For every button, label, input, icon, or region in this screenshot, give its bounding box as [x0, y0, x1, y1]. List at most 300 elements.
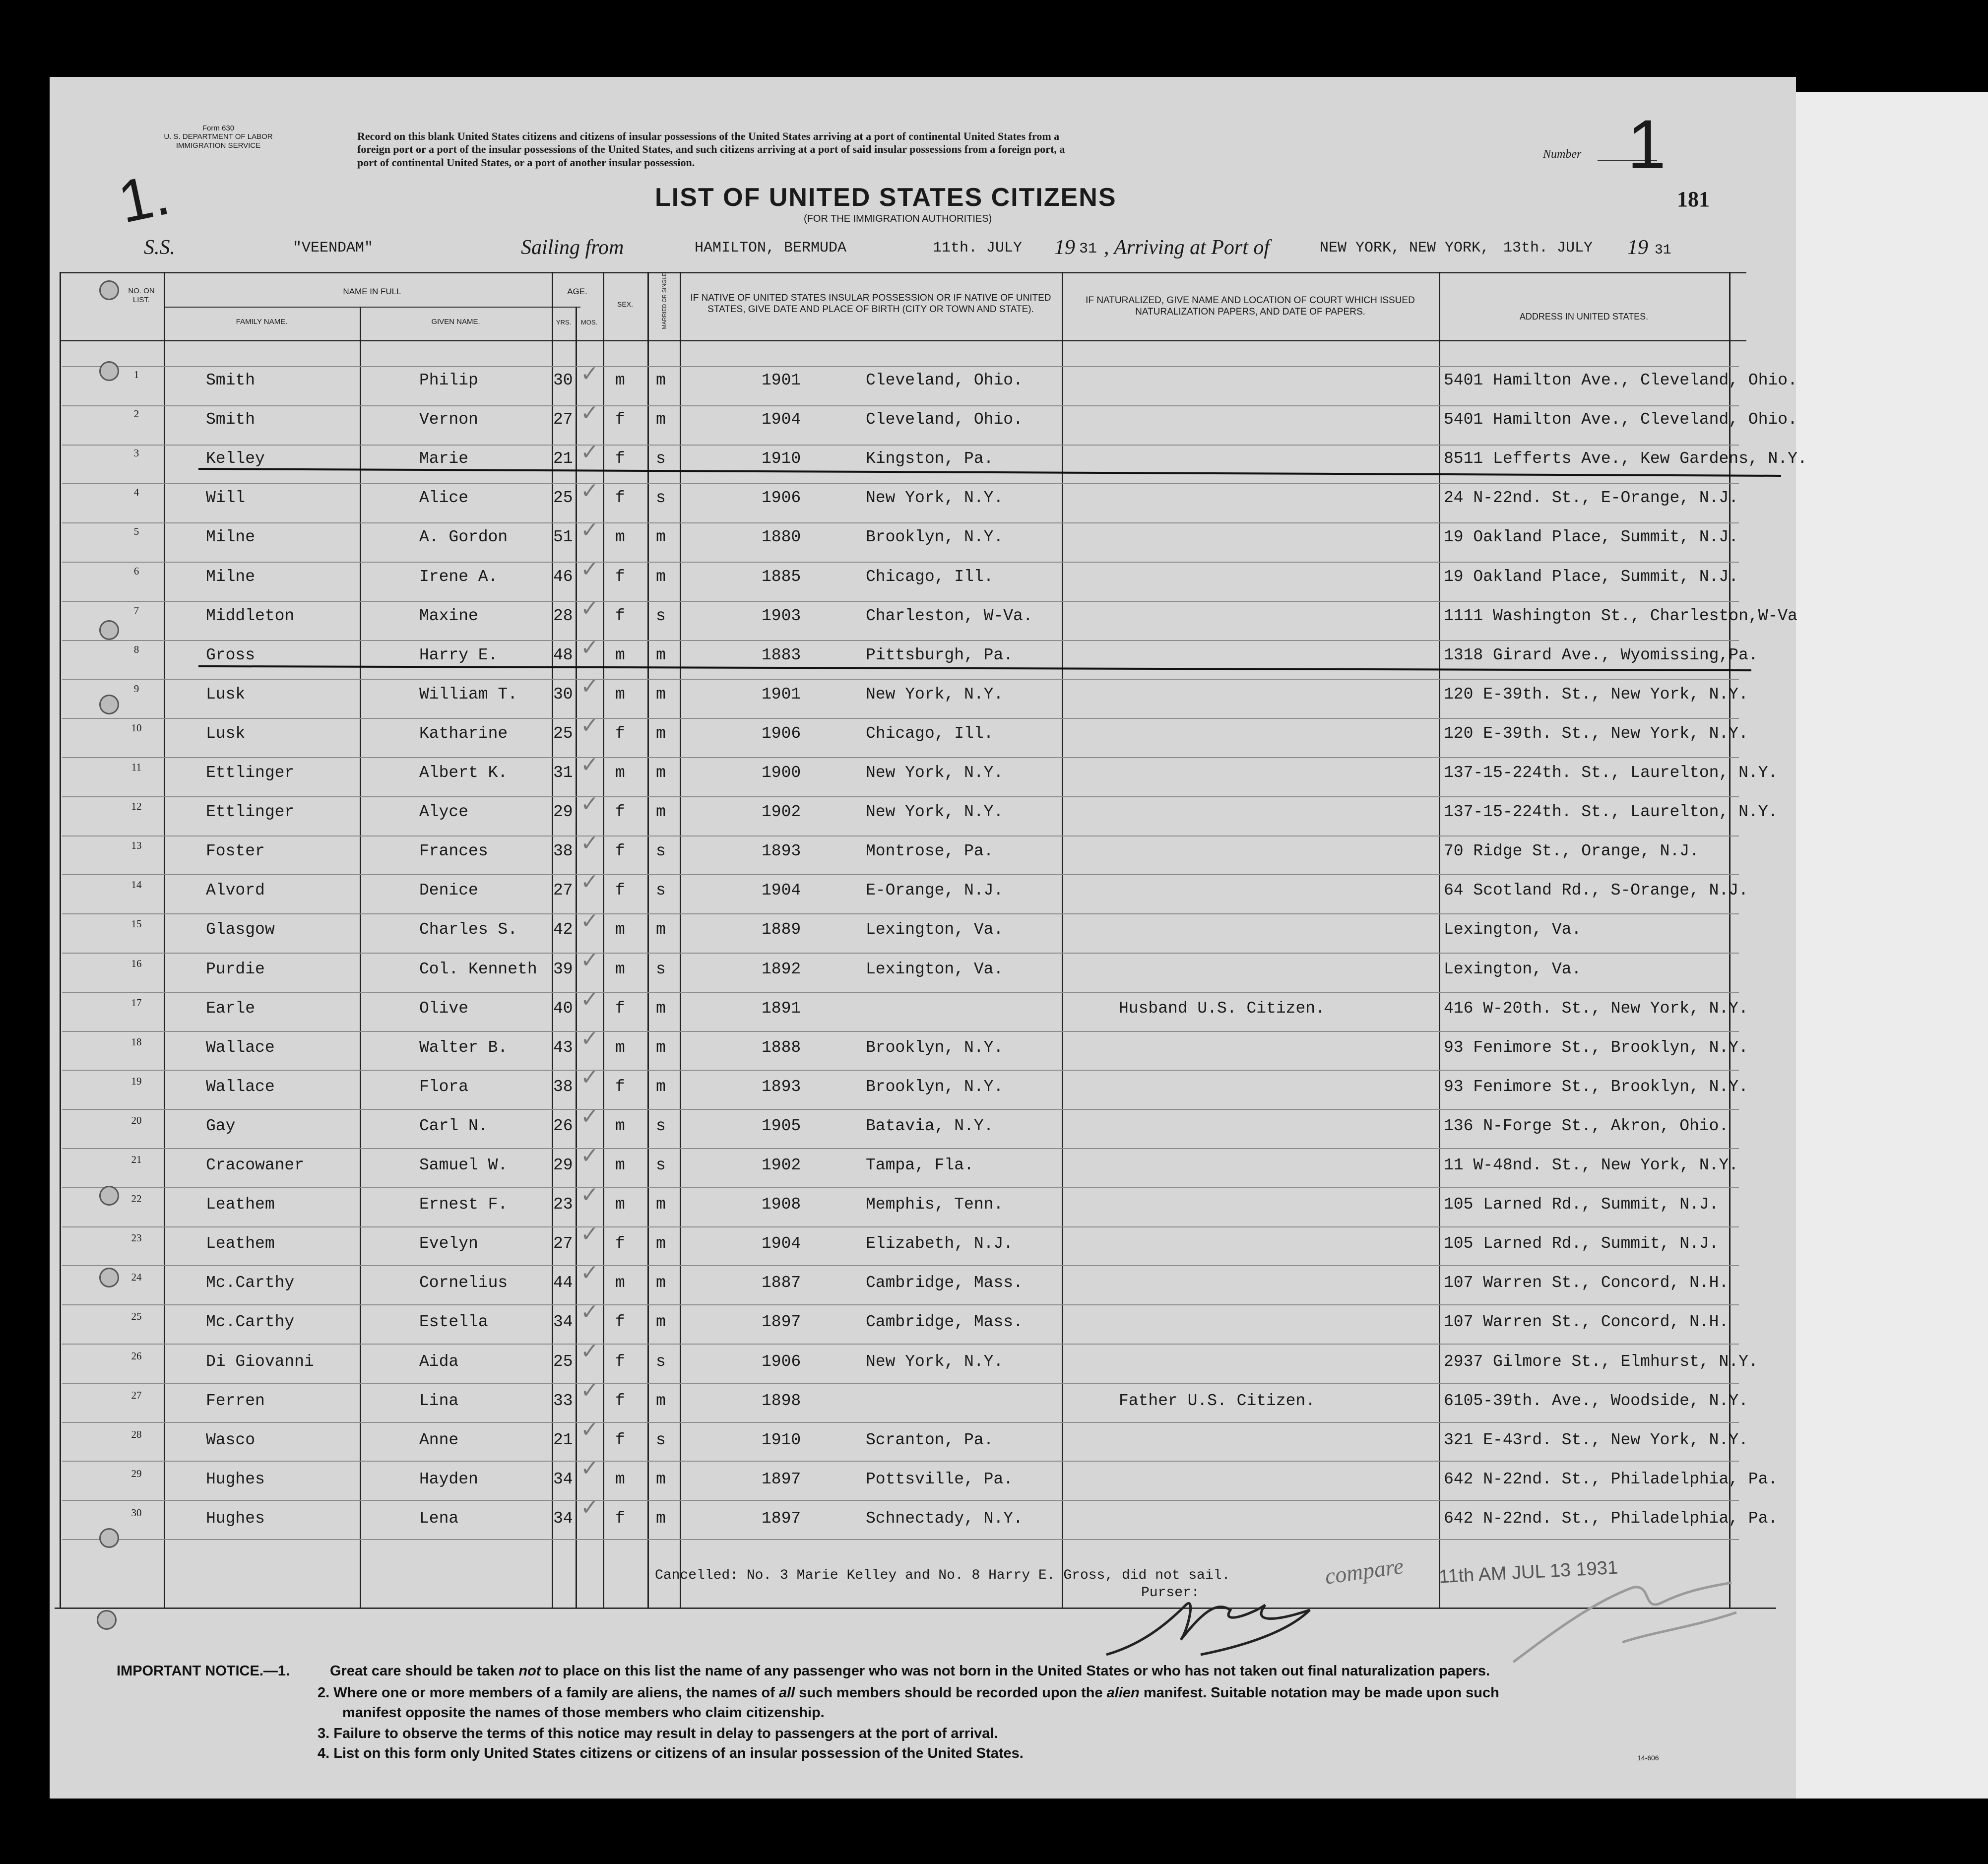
- cell-sex: f: [615, 724, 625, 743]
- cell-address: 1111 Washington St., Charleston,W-Va: [1444, 606, 1797, 625]
- row-ruling: [62, 1031, 1739, 1032]
- ship-name: "VEENDAM": [293, 240, 374, 257]
- cell-place: Cleveland, Ohio.: [866, 371, 1023, 389]
- row-ruling: [62, 522, 1739, 523]
- cell-given: Albert K.: [419, 764, 508, 782]
- cell-sex: m: [615, 371, 625, 389]
- row-ruling: [62, 1070, 1739, 1071]
- inspector-signature: [1503, 1573, 1761, 1672]
- notice-item-3-number: 3.: [318, 1726, 330, 1741]
- voyage-line: [144, 236, 1756, 265]
- cell-no: 19: [131, 1075, 142, 1087]
- cell-place: Kingston, Pa.: [866, 450, 994, 468]
- cell-given: Marie: [419, 450, 469, 468]
- cell-year: 1883: [762, 645, 801, 664]
- cell-ms: m: [656, 724, 666, 743]
- punch-hole: [99, 280, 119, 300]
- header-birth: IF NATIVE OF UNITED STATES INSULAR POSSESSION OR IF NATIVE OF UNITED STATES, GIVE DATE AND PLACE OF BIRTH (CITY OR TOWN AND STATE).: [690, 293, 1051, 315]
- cell-ms: m: [656, 1234, 666, 1253]
- cell-address: 70 Ridge St., Orange, N.J.: [1444, 842, 1699, 861]
- cell-no: 30: [131, 1506, 142, 1519]
- row-ruling: [62, 757, 1739, 758]
- row-ruling: [62, 874, 1739, 875]
- cell-family: Earle: [206, 999, 256, 1018]
- department-name: U. S. DEPARTMENT OF LABOR: [164, 132, 273, 141]
- cell-age: 26: [553, 1116, 573, 1135]
- cell-year: 1908: [762, 1195, 801, 1214]
- cell-address: 107 Warren St., Concord, N.H.: [1444, 1313, 1729, 1332]
- notice-item-4-text: List on this form only United States citizens or citizens of an insular possession of the United States.: [333, 1745, 1024, 1761]
- cell-sex: f: [615, 842, 625, 861]
- cell-family: Ferren: [206, 1391, 265, 1410]
- notice-item-1-number: —1.: [263, 1663, 290, 1679]
- row-ruling: [62, 796, 1739, 797]
- cell-no: 7: [133, 604, 139, 616]
- cell-address: 2937 Gilmore St., Elmhurst, N.Y.: [1444, 1352, 1758, 1371]
- notice-item-1: [330, 1663, 1490, 1679]
- cell-address: 416 W-20th. St., New York, N.Y.: [1444, 999, 1748, 1018]
- form-id: [144, 124, 293, 150]
- cell-place: E-Orange, N.J.: [866, 881, 1004, 900]
- cell-no: 17: [131, 996, 142, 1009]
- cell-ms: m: [656, 371, 666, 389]
- cell-age: 25: [553, 1352, 573, 1371]
- arrival-port: NEW YORK, NEW YORK,: [1320, 240, 1490, 257]
- notice-item-1-not: not: [518, 1663, 541, 1679]
- notice-item-2: [318, 1685, 1499, 1701]
- cell-sex: m: [615, 528, 625, 547]
- cell-given: Harry E.: [419, 645, 498, 664]
- number-label: Number: [1543, 148, 1582, 161]
- cell-age: 21: [553, 1430, 573, 1449]
- cell-no: 23: [131, 1232, 142, 1244]
- cell-year: 1906: [762, 724, 801, 743]
- cell-no: 22: [131, 1193, 142, 1205]
- cell-age: 27: [553, 881, 573, 900]
- cell-age: 34: [553, 1470, 573, 1488]
- cell-address: 137-15-224th. St., Laurelton, N.Y.: [1444, 764, 1778, 782]
- table-top-border: [60, 272, 1746, 273]
- cell-address: 642 N-22nd. St., Philadelphia, Pa.: [1444, 1470, 1778, 1488]
- punch-hole: [99, 620, 119, 640]
- notice-item-3-text: Failure to observe the terms of this notice may result in delay to passengers at the port of arrival.: [333, 1726, 998, 1741]
- cell-age: 34: [553, 1509, 573, 1528]
- header-no: NO. ON LIST.: [128, 287, 155, 304]
- cell-place: New York, N.Y.: [866, 764, 1004, 782]
- cell-sex: f: [615, 567, 625, 586]
- service-name: IMMIGRATION SERVICE: [176, 141, 261, 150]
- cell-no: 28: [131, 1428, 142, 1440]
- arriving-label: , Arriving at Port of: [1104, 236, 1270, 259]
- cell-family: Purdie: [206, 960, 265, 978]
- check-mark-icon: ✓: [580, 1065, 599, 1090]
- cell-age: 29: [553, 1156, 573, 1174]
- cell-ms: m: [656, 1077, 666, 1096]
- cell-ms: m: [656, 764, 666, 782]
- cell-ms: s: [656, 606, 666, 625]
- cell-given: Irene A.: [419, 567, 498, 586]
- check-mark-icon: ✓: [580, 1495, 599, 1520]
- notice-item-4-number: 4.: [318, 1745, 330, 1761]
- cell-age: 29: [553, 803, 573, 822]
- col-border-9: [1439, 272, 1440, 1607]
- row-ruling: [62, 992, 1739, 993]
- cell-age: 42: [553, 920, 573, 939]
- notice-item-2-all: all: [778, 1685, 795, 1701]
- cell-age: 40: [553, 999, 573, 1018]
- cell-sex: m: [615, 1156, 625, 1174]
- cell-year: 1902: [762, 1156, 801, 1174]
- right-margin-strip: [1796, 92, 1988, 1799]
- cell-sex: f: [615, 881, 625, 900]
- form-number: Form 630: [202, 124, 235, 132]
- cell-age: 27: [553, 410, 573, 429]
- cell-sex: f: [615, 1391, 625, 1410]
- cell-no: 25: [131, 1310, 142, 1323]
- sailing-from-port: HAMILTON, BERMUDA: [695, 240, 847, 257]
- cell-sex: f: [615, 489, 625, 508]
- punch-hole: [99, 1186, 119, 1206]
- page-title: LIST OF UNITED STATES CITIZENS: [655, 183, 1117, 212]
- cell-address: 11 W-48nd. St., New York, N.Y.: [1444, 1156, 1739, 1174]
- cell-address: 120 E-39th. St., New York, N.Y.: [1444, 724, 1748, 743]
- row-ruling: [62, 1304, 1739, 1305]
- cancelled-note: Cancelled: No. 3 Marie Kelley and No. 8 Harry E. Gross, did not sail.: [655, 1568, 1230, 1583]
- cell-ms: m: [656, 1038, 666, 1057]
- compare-note: compare: [1323, 1553, 1406, 1589]
- cell-year: 1901: [762, 371, 801, 389]
- cell-sex: m: [615, 1116, 625, 1135]
- cell-family: Lusk: [206, 724, 246, 743]
- check-mark-icon: ✓: [580, 791, 599, 816]
- cell-no: 14: [131, 879, 142, 891]
- cell-family: Glasgow: [206, 920, 275, 939]
- cell-year: 1880: [762, 528, 801, 547]
- cell-sex: m: [615, 960, 625, 978]
- row-ruling: [62, 445, 1739, 446]
- cell-family: Lusk: [206, 685, 246, 704]
- cell-given: Cornelius: [419, 1274, 508, 1292]
- cell-age: 48: [553, 645, 573, 664]
- row-ruling: [62, 1539, 1739, 1540]
- cell-address: 321 E-43rd. St., New York, N.Y.: [1444, 1430, 1748, 1449]
- cell-year: 1910: [762, 450, 801, 468]
- cell-ms: s: [656, 1352, 666, 1371]
- cell-year: 1888: [762, 1038, 801, 1057]
- cell-sex: f: [615, 1234, 625, 1253]
- cell-address: 19 Oakland Place, Summit, N.J.: [1444, 528, 1739, 547]
- departure-year-prefix: 19: [1054, 236, 1075, 259]
- notice-item-2-alien: alien: [1106, 1685, 1140, 1701]
- cell-age: 30: [553, 685, 573, 704]
- cell-address: 642 N-22nd. St., Philadelphia, Pa.: [1444, 1509, 1778, 1528]
- cell-ms: s: [656, 1116, 666, 1135]
- cell-address: 137-15-224th. St., Laurelton, N.Y.: [1444, 803, 1778, 822]
- cell-year: 1903: [762, 606, 801, 625]
- page-subtitle: (FOR THE IMMIGRATION AUTHORITIES): [804, 213, 992, 224]
- cell-place: Charleston, W-Va.: [866, 606, 1033, 625]
- row-ruling: [62, 679, 1739, 680]
- cell-family: Leathem: [206, 1234, 275, 1253]
- cell-year: 1897: [762, 1470, 801, 1488]
- cell-no: 3: [133, 447, 139, 459]
- cell-given: Carl N.: [419, 1116, 488, 1135]
- cell-address: 107 Warren St., Concord, N.H.: [1444, 1274, 1729, 1292]
- cell-given: Flora: [419, 1077, 469, 1096]
- row-ruling: [62, 913, 1739, 914]
- notice-item-2-continued: manifest opposite the names of those members who claim citizenship.: [342, 1705, 825, 1721]
- purser-signature: [1101, 1585, 1349, 1665]
- row-ruling: [62, 562, 1739, 563]
- cell-year: 1904: [762, 1234, 801, 1253]
- cell-ms: m: [656, 685, 666, 704]
- notice-heading: [117, 1663, 290, 1679]
- cell-age: 30: [553, 371, 573, 389]
- cell-address: 5401 Hamilton Ave., Cleveland, Ohio.: [1444, 371, 1797, 389]
- row-ruling: [62, 1422, 1739, 1423]
- check-mark-icon: ✓: [580, 518, 599, 543]
- cell-family: Wallace: [206, 1077, 275, 1096]
- cell-family: Will: [206, 489, 246, 508]
- cell-no: 29: [131, 1467, 142, 1479]
- cell-sex: f: [615, 803, 625, 822]
- notice-item-2-number: 2.: [318, 1685, 330, 1701]
- cell-given: William T.: [419, 685, 518, 704]
- cell-address: 93 Fenimore St., Brooklyn, N.Y.: [1444, 1077, 1748, 1096]
- cell-place: Chicago, Ill.: [866, 724, 994, 743]
- notice-item-1-b: to place on this list the name of any passenger who was not born in the United States or who has not taken out final naturalization papers.: [545, 1663, 1490, 1679]
- check-mark-icon: ✓: [580, 1378, 599, 1403]
- cell-address: Lexington, Va.: [1444, 960, 1582, 978]
- cell-given: Col. Kenneth: [419, 960, 537, 978]
- arrival-year-suffix: 31: [1655, 243, 1671, 258]
- cell-ms: m: [656, 999, 666, 1018]
- row-ruling: [62, 483, 1739, 484]
- header-age: AGE.: [567, 287, 587, 296]
- cell-given: Denice: [419, 881, 478, 900]
- cell-address: 64 Scotland Rd., S-Orange, N.J.: [1444, 881, 1748, 900]
- form-code: 14-606: [1637, 1754, 1659, 1762]
- cell-given: Vernon: [419, 410, 478, 429]
- cell-ms: s: [656, 450, 666, 468]
- cell-family: Leathem: [206, 1195, 275, 1214]
- row-ruling: [62, 718, 1739, 719]
- cell-sex: f: [615, 606, 625, 625]
- cell-no: 4: [133, 486, 139, 499]
- cell-place: Scranton, Pa.: [866, 1430, 994, 1449]
- check-mark-icon: ✓: [580, 362, 599, 386]
- cell-ms: m: [656, 1195, 666, 1214]
- arrival-date: 13th. JULY: [1503, 240, 1593, 257]
- row-ruling: [62, 601, 1739, 602]
- cell-year: 1893: [762, 842, 801, 861]
- cell-given: Alyce: [419, 803, 469, 822]
- check-mark-icon: ✓: [580, 557, 599, 581]
- cell-year: 1901: [762, 685, 801, 704]
- notice-item-2-b: such members should be recorded upon the: [799, 1685, 1103, 1701]
- cell-sex: f: [615, 1077, 625, 1096]
- check-mark-icon: ✓: [580, 1221, 599, 1246]
- row-ruling: [62, 1383, 1739, 1384]
- check-mark-icon: ✓: [580, 1182, 599, 1207]
- cell-family: Mc.Carthy: [206, 1274, 295, 1292]
- cell-family: Foster: [206, 842, 265, 861]
- cell-family: Milne: [206, 567, 256, 586]
- cell-family: Gay: [206, 1116, 236, 1135]
- cell-age: 25: [553, 489, 573, 508]
- cell-address: Lexington, Va.: [1444, 920, 1582, 939]
- col-border-1: [164, 272, 165, 1607]
- cell-place: Pottsville, Pa.: [866, 1470, 1014, 1488]
- cell-ms: m: [656, 920, 666, 939]
- cell-no: 21: [131, 1154, 142, 1165]
- row-ruling: [62, 640, 1739, 641]
- table-header-border: [60, 340, 1746, 341]
- name-subheader-line: [164, 307, 580, 308]
- row-ruling: [62, 1226, 1739, 1227]
- check-mark-icon: ✓: [580, 400, 599, 425]
- cell-given: A. Gordon: [419, 528, 508, 547]
- cell-age: 34: [553, 1313, 573, 1332]
- cell-address: 24 N-22nd. St., E-Orange, N.J.: [1444, 489, 1739, 508]
- col-border-left: [60, 272, 61, 1607]
- cell-place: Brooklyn, N.Y.: [866, 528, 1004, 547]
- cell-family: Hughes: [206, 1509, 265, 1528]
- punch-hole: [99, 695, 119, 714]
- notice-heading-text: IMPORTANT NOTICE.: [117, 1663, 263, 1679]
- cell-family: Middleton: [206, 606, 295, 625]
- cell-age: 25: [553, 724, 573, 743]
- check-mark-icon: ✓: [580, 1104, 599, 1129]
- cell-no: 20: [131, 1114, 142, 1126]
- cell-ms: m: [656, 567, 666, 586]
- cell-given: Lena: [419, 1509, 459, 1528]
- cell-place: Lexington, Va.: [866, 960, 1004, 978]
- cell-family: Di Giovanni: [206, 1352, 314, 1371]
- cell-place: Pittsburgh, Pa.: [866, 645, 1014, 664]
- cell-age: 28: [553, 606, 573, 625]
- instructions: [357, 130, 1488, 169]
- row-ruling: [62, 1344, 1739, 1345]
- notice-item-3: [318, 1726, 998, 1742]
- cell-no: 10: [131, 721, 142, 734]
- check-mark-icon: ✓: [580, 1417, 599, 1442]
- cell-no: 12: [131, 800, 142, 813]
- cell-given: Maxine: [419, 606, 478, 625]
- check-mark-icon: ✓: [580, 870, 599, 895]
- cell-ms: m: [656, 1391, 666, 1410]
- cell-family: Hughes: [206, 1470, 265, 1488]
- cell-place: Chicago, Ill.: [866, 567, 994, 586]
- cell-year: 1889: [762, 920, 801, 939]
- instructions-line-2: foreign port or a port of the insular possessions of the United States, and such citizens arriving at a port of said insular possessions from a foreign port, a: [357, 143, 1065, 156]
- number-value: 1: [1627, 105, 1666, 183]
- cell-ms: m: [656, 803, 666, 822]
- cell-given: Olive: [419, 999, 469, 1018]
- stamp-date: JUL 13 1931: [1511, 1557, 1619, 1584]
- instructions-line-3: port of continental United States, or a port of another insular possession.: [357, 156, 695, 169]
- check-mark-icon: ✓: [580, 1261, 599, 1286]
- col-border-2: [360, 307, 361, 1607]
- check-mark-icon: ✓: [580, 674, 599, 699]
- cell-no: 27: [131, 1389, 142, 1401]
- cell-sex: m: [615, 1038, 625, 1057]
- cell-year: 1904: [762, 410, 801, 429]
- cell-given: Evelyn: [419, 1234, 478, 1253]
- cell-age: 44: [553, 1274, 573, 1292]
- cell-age: 27: [553, 1234, 573, 1253]
- instructions-line-1: Record on this blank United States citizens and citizens of insular possessions of the United States arriving at a port of continental United States from a: [357, 130, 1060, 142]
- cell-sex: m: [615, 920, 625, 939]
- cell-family: Milne: [206, 528, 256, 547]
- cell-no: 5: [133, 525, 139, 538]
- row-ruling: [62, 1500, 1739, 1501]
- notice-item-4: [318, 1745, 1024, 1762]
- col-border-4: [576, 307, 577, 1607]
- cell-year: 1900: [762, 764, 801, 782]
- row-ruling: [62, 1148, 1739, 1149]
- purser-label: Purser:: [1141, 1585, 1200, 1601]
- cell-family: Kelley: [206, 450, 265, 468]
- punch-hole: [97, 1610, 117, 1630]
- cell-no: 15: [131, 918, 142, 930]
- cell-age: 31: [553, 764, 573, 782]
- check-mark-icon: ✓: [580, 753, 599, 777]
- cell-place: New York, N.Y.: [866, 1352, 1004, 1371]
- col-border-6: [647, 272, 649, 1607]
- punch-hole: [99, 1528, 119, 1548]
- corner-mark: 1.: [113, 160, 175, 236]
- cell-age: 33: [553, 1391, 573, 1410]
- cell-address: 6105-39th. Ave., Woodside, N.Y.: [1444, 1391, 1748, 1410]
- cell-year: 1885: [762, 567, 801, 586]
- row-ruling: [62, 405, 1739, 406]
- cell-nat: Husband U.S. Citizen.: [1119, 999, 1325, 1018]
- cell-no: 1: [133, 369, 139, 381]
- cell-no: 11: [131, 761, 142, 773]
- cell-given: Charles S.: [419, 920, 518, 939]
- cell-ms: m: [656, 410, 666, 429]
- check-mark-icon: ✓: [580, 909, 599, 934]
- cell-no: 8: [133, 643, 139, 655]
- check-mark-icon: ✓: [580, 1026, 599, 1051]
- cell-ms: m: [656, 1313, 666, 1332]
- cell-address: 5401 Hamilton Ave., Cleveland, Ohio.: [1444, 410, 1797, 429]
- cell-year: 1897: [762, 1509, 801, 1528]
- cell-given: Frances: [419, 842, 488, 861]
- check-mark-icon: ✓: [580, 635, 599, 660]
- cell-age: 39: [553, 960, 573, 978]
- cell-family: Gross: [206, 645, 256, 664]
- cell-ms: m: [656, 528, 666, 547]
- cell-year: 1887: [762, 1274, 801, 1292]
- cell-no: 2: [133, 408, 139, 420]
- check-mark-icon: ✓: [580, 1300, 599, 1325]
- notice-item-1-a: Great care should be taken: [330, 1663, 515, 1679]
- cell-address: 19 Oakland Place, Summit, N.J.: [1444, 567, 1739, 586]
- header-family-name: FAMILY NAME.: [236, 318, 288, 326]
- cell-address: 136 N-Forge St., Akron, Ohio.: [1444, 1116, 1729, 1135]
- cell-address: 1318 Girard Ave., Wyomissing,Pa.: [1444, 645, 1758, 664]
- cell-family: Alvord: [206, 881, 265, 900]
- cell-family: Mc.Carthy: [206, 1313, 295, 1332]
- cell-address: 120 E-39th. St., New York, N.Y.: [1444, 685, 1748, 704]
- row-ruling: [62, 953, 1739, 954]
- cell-sex: f: [615, 1352, 625, 1371]
- cell-ms: m: [656, 645, 666, 664]
- cell-no: 18: [131, 1035, 142, 1048]
- ss-label: S.S.: [144, 236, 175, 259]
